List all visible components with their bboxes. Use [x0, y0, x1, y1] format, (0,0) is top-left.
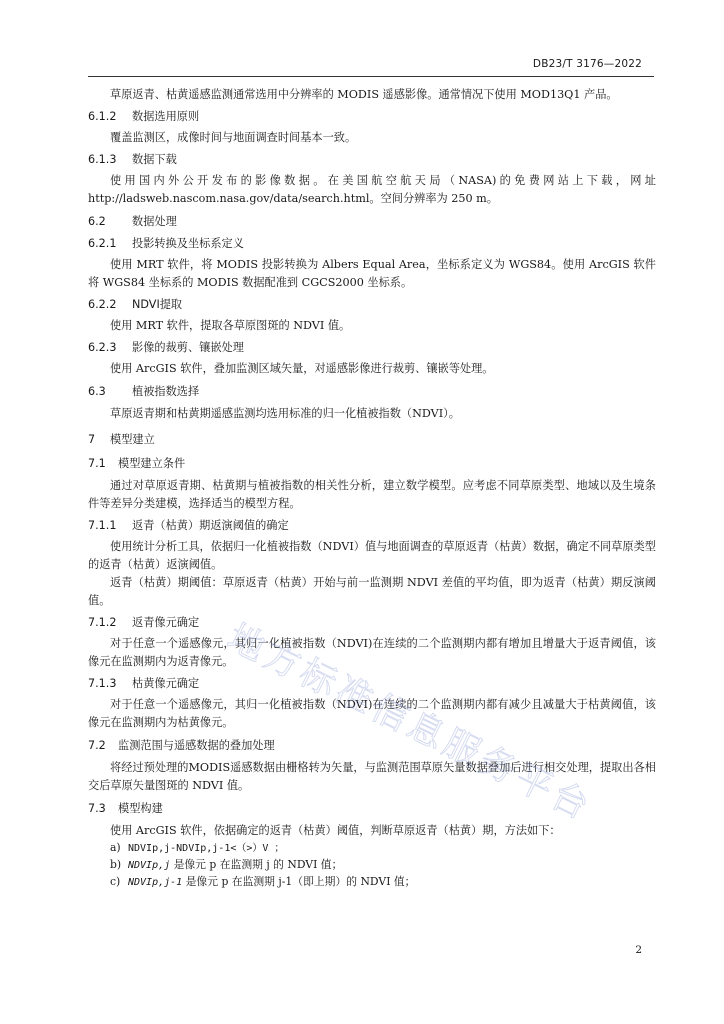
heading-number: 6.2: [88, 215, 106, 228]
paragraph-intro: 草原返青、枯黄遥感监测通常选用中分辨率的 MODIS 遥感影像。通常情况下使用 MOD13Q1 产品。: [110, 88, 618, 101]
heading-7-2: [88, 737, 656, 755]
paragraph-6-2-1: 使用 MRT 软件，将 MODIS 投影转换为 Albers Equal Area，坐标系定义为 WGS84。使用 ArcGIS 软件将 WGS84 坐标系的 MODIS 数据配准到 CGCS2000 坐标系。: [88, 258, 656, 289]
heading-number: 7.1.2: [88, 616, 117, 629]
paragraph-6-2-2: 使用 MRT 软件，提取各草原图斑的 NDVI 值。: [110, 319, 351, 332]
paragraph-7-1-1-a: 使用统计分析工具，依据归一化植被指数（NDVI）值与地面调查的草原返青（枯黄）数据，确定不同草原类型的返青（枯黄）返演阈值。: [88, 540, 656, 571]
heading-title: 模型建立条件: [118, 457, 186, 470]
formula: NDVIp,j-1: [128, 877, 183, 888]
heading-7-1-1: [88, 517, 656, 535]
heading-number: 7.1: [88, 457, 106, 470]
heading-title: 返青像元确定: [132, 616, 200, 629]
page-content: [88, 86, 656, 891]
heading-6-2-2: [88, 296, 656, 314]
heading-7-1-3: [88, 675, 656, 693]
heading-number: 7.1.1: [88, 519, 117, 532]
list-text: 是像元 p 在监测期 j-1（即上期）的 NDVI 值；: [182, 875, 416, 888]
list-label: b): [110, 858, 122, 871]
heading-6-3: [88, 383, 656, 401]
paragraph-6-1-2: 覆盖监测区，成像时间与地面调查时间基本一致。: [110, 131, 357, 144]
watermark-glyph: 方: [256, 634, 308, 688]
heading-title: 模型构建: [118, 802, 163, 815]
list-label: c): [110, 875, 121, 888]
heading-number: 6.1.2: [88, 110, 117, 123]
heading-number: 7.3: [88, 802, 106, 815]
paragraph-7-2: 将经过预处理的MODIS遥感数据由栅格转为矢量，与监测范围草原矢量数据叠加后进行相交处理，提取出各相交后草原矢量图斑的 NDVI 值。: [88, 761, 656, 792]
list-text: 是像元 p 在监测期 j 的 NDVI 值；: [170, 858, 343, 871]
heading-7: [88, 431, 656, 449]
watermark-glyph: 服: [436, 722, 487, 775]
formula: NDVIp,j-NDVIp,j-1<（>）V ；: [128, 843, 285, 854]
watermark-glyph: 息: [400, 704, 452, 758]
list-label: a): [110, 841, 121, 854]
watermark-glyph: 准: [328, 669, 380, 723]
watermark-glyph: 台: [544, 774, 595, 828]
heading-7-1-2: [88, 614, 656, 632]
heading-title: 返青（枯黄）期返演阈值的确定: [132, 519, 289, 532]
heading-6-2: [88, 213, 656, 231]
heading-7-1: [88, 455, 656, 473]
page-number: 2: [635, 944, 642, 956]
heading-number: 6.2.3: [88, 341, 117, 354]
paragraph-6-1-3: 使用国内外公开发布的影像数据。在美国航空航天局（NASA)的免费网站上下载，网址 http://ladsweb.nascom.nasa.gov/data/search.html。空间分辨率为 250 m。: [88, 174, 656, 205]
condition-list: [88, 840, 656, 891]
heading-number: 6.2.1: [88, 237, 117, 250]
heading-title: 数据处理: [132, 215, 177, 228]
heading-6-2-1: [88, 235, 656, 253]
paragraph-7-3: 使用 ArcGIS 软件，依据确定的返青（枯黄）阈值，判断草原返青（枯黄）期，方法如下：: [110, 824, 561, 837]
paragraph-7-1-3: 对于任意一个遥感像元，其归一化植被指数（NDVI)在连续的二个监测期内都有减少且减量大于枯黄阈值，该像元在监测期内为枯黄像元。: [88, 698, 656, 729]
watermark-glyph: 务: [472, 739, 523, 793]
heading-number: 7.1.3: [88, 677, 117, 690]
paragraph-6-3: 草原返青期和枯黄期遥感监测均选用标准的归一化植被指数（NDVI）。: [110, 407, 460, 420]
heading-7-3: [88, 800, 656, 818]
heading-6-2-3: [88, 339, 656, 357]
watermark-glyph: 平: [508, 757, 559, 810]
heading-6-1-2: [88, 108, 656, 126]
heading-number: 6.1.3: [88, 153, 117, 166]
formula: NDVIp,j: [128, 860, 171, 871]
heading-title: 枯黄像元确定: [132, 677, 200, 690]
watermark-glyph: 标: [292, 652, 344, 705]
heading-title: 监测范围与遥感数据的叠加处理: [118, 739, 275, 752]
paragraph-7-1: 通过对草原返青期、枯黄期与植被指数的相关性分析，建立数学模型。应考虑不同草原类型、地域以及生境条件等差异分类建模，选择适当的模型方程。: [88, 479, 656, 510]
paragraph-7-1-1-b: 返青（枯黄）期阈值：草原返青（枯黄）开始与前一监测期 NDVI 差值的平均值，即为返青（枯黄）期反演阈值。: [88, 576, 656, 607]
list-item: [110, 857, 656, 874]
heading-number: 6.2.2: [88, 298, 117, 311]
heading-title: 投影转换及坐标系定义: [132, 237, 244, 250]
heading-number: 6.3: [88, 385, 106, 398]
heading-title: NDVI提取: [132, 298, 183, 311]
heading-title: 模型建立: [110, 433, 155, 446]
heading-6-1-3: [88, 151, 656, 169]
list-item: [110, 874, 656, 891]
paragraph-6-2-3: 使用 ArcGIS 软件，叠加监测区域矢量，对遥感影像进行裁剪、镶嵌等处理。: [110, 362, 494, 375]
watermark-glyph: 地: [220, 616, 272, 670]
heading-title: 植被指数选择: [132, 385, 200, 398]
heading-title: 数据选用原则: [132, 110, 200, 123]
header-rule: [88, 76, 654, 77]
document-id: DB23/T 3176—2022: [532, 58, 642, 70]
heading-number: 7: [88, 433, 96, 446]
watermark-glyph: 信: [364, 687, 416, 740]
heading-title: 影像的裁剪、镶嵌处理: [132, 341, 244, 354]
list-item: [110, 840, 656, 857]
paragraph-7-1-2: 对于任意一个遥感像元，其归一化植被指数（NDVI)在连续的二个监测期内都有增加且增量大于返青阈值，该像元在监测期内为返青像元。: [88, 637, 656, 668]
heading-title: 数据下载: [132, 153, 177, 166]
heading-number: 7.2: [88, 739, 106, 752]
